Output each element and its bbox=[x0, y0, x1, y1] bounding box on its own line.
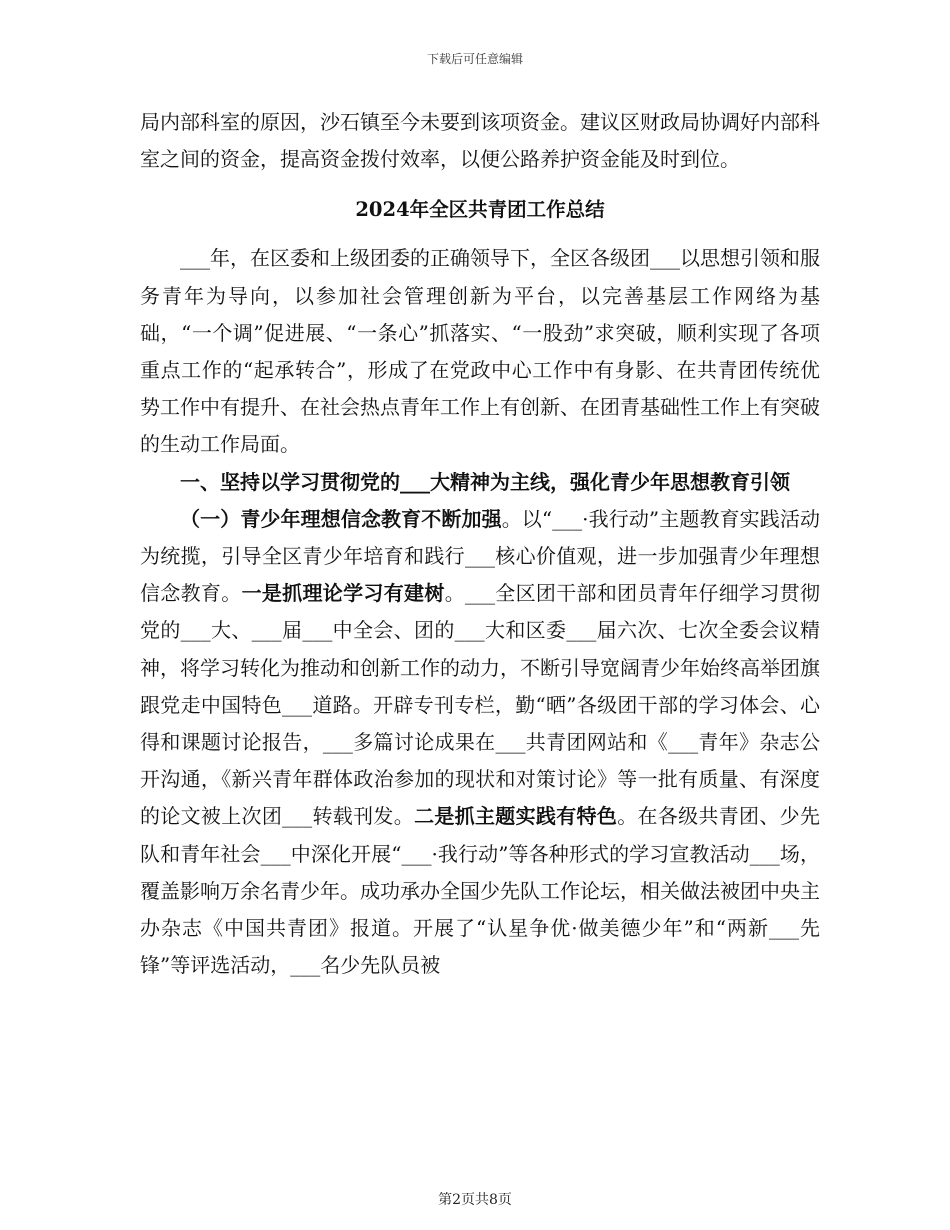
intro-paragraph: 局内部科室的原因，沙石镇至今未要到该项资金。建议区财政局协调好内部科室之间的资金，提高资金拨付效率，以便公路养护资金能及时到位。 bbox=[140, 110, 820, 172]
page-header: 下载后可任意编辑 bbox=[426, 52, 523, 66]
page-footer: 第2页共8页 bbox=[438, 1192, 512, 1208]
paragraph-2-text-2: 。___全区团干部和团员青年仔细学习贯彻党的___大、___届___中全会、团的___大和区委___届六次、七次全委会议精神，将学习转化为推动和创新工作的动力，不断引导宽阔青少年始终高举团旗跟党走中国特色___道路。开辟专刊专栏，勤“晒”各级团干部的学习体会、心得和课题讨论报告，___多篇讨论成果在___共青团网站和《___青年》杂志公开沟通，《新兴青年群体政治参加的现状和对策讨论》等一批有质量、有深度的论文被上次团___转载刊发。 bbox=[140, 581, 820, 829]
document-body bbox=[140, 104, 820, 984]
document-title: 2024年全区共青团工作总结 bbox=[355, 198, 605, 222]
subsection-heading: （一）青少年理想信念教育不断加强 bbox=[180, 506, 502, 531]
paragraph-2 bbox=[140, 501, 820, 985]
paragraph-2-text-3: 。在各级共青团、少先队和青年社会___中深化开展“___·我行动”等各种形式的学习宣教活动___场，覆盖影响万余名青少年。成功承办全国少先队工作论坛，相关做法被团中央主办杂志《中国共青团》报道。开展了“认星争优·做美德少年”和“两新___先锋”等评选活动，___名少先队员被 bbox=[140, 804, 820, 978]
point-1-heading: 一是抓理论学习有建树 bbox=[241, 581, 445, 606]
paragraph-2-text-1: 。以“___·我行动”主题教育实践活动为统揽，引导全区青少年培育和践行___核心价值观，进一步加强青少年理想信念教育。 bbox=[140, 506, 820, 606]
point-2-heading: 二是抓主题实践有特色 bbox=[414, 804, 618, 829]
section-1-heading: 一、坚持以学习贯彻党的___大精神为主线，强化青少年思想教育引领 bbox=[180, 469, 790, 494]
paragraph-1: ___年，在区委和上级团委的正确领导下，全区各级团___以思想引领和服务青年为导向，以参加社会管理创新为平台，以完善基层工作网络为基础，“一个调”促进展、“一条心”抓落实、“一股劲”求突破，顺利实现了各项重点工作的“起承转合”，形成了在党政中心工作中有身影、在共青团传统优势工作中有提升、在社会热点青年工作上有创新、在团青基础性工作上有突破的生动工作局面。 bbox=[140, 246, 820, 457]
